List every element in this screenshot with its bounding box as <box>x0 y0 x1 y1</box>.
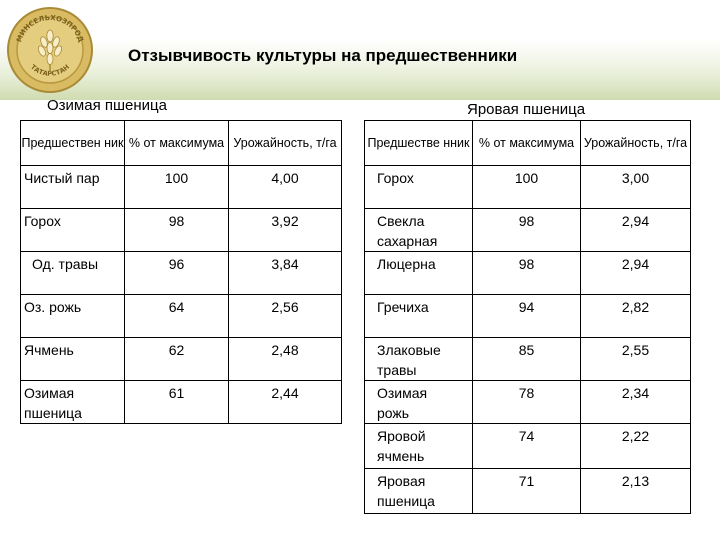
percent-cell: 85 <box>518 342 535 358</box>
percent-cell: 98 <box>518 256 535 272</box>
yield-cell: 2,94 <box>621 256 650 272</box>
percent-cell: 71 <box>518 473 535 489</box>
table-row <box>21 209 342 252</box>
page-title: Отзывчивость культуры на предшественники <box>128 46 518 65</box>
predecessor-cell: Озимая пшеница <box>24 385 82 421</box>
column-header: Урожайность, т/га <box>581 121 691 166</box>
yield-cell: 2,34 <box>621 385 650 401</box>
table-row <box>365 469 691 514</box>
percent-cell: 74 <box>518 428 535 444</box>
predecessor-cell: Яровая пшеница <box>377 473 435 509</box>
table-header-row <box>21 121 342 166</box>
yield-cell: 3,00 <box>621 170 650 186</box>
predecessor-cell: Чистый пар <box>24 170 100 186</box>
column-header: % от максимума <box>473 121 581 166</box>
yield-cell: 2,82 <box>621 299 650 315</box>
table-row <box>21 295 342 338</box>
winter-wheat-heading: Озимая пшеница <box>47 97 167 114</box>
predecessor-cell: Озимая рожь <box>377 385 428 421</box>
table-row <box>21 338 342 381</box>
percent-cell: 61 <box>168 385 185 401</box>
table-row <box>21 166 342 209</box>
table-row <box>365 166 691 209</box>
predecessor-cell: Злаковые травы <box>377 342 441 378</box>
spring-wheat-table <box>364 120 691 514</box>
yield-cell: 2,94 <box>621 213 650 229</box>
predecessor-cell: Ячмень <box>24 342 74 358</box>
percent-cell: 78 <box>518 385 535 401</box>
yield-cell: 3,84 <box>271 256 299 272</box>
yield-cell: 2,56 <box>271 299 299 315</box>
predecessor-cell: Горох <box>24 213 61 229</box>
predecessor-cell: Яровой ячмень <box>377 428 426 464</box>
predecessor-cell: Горох <box>377 170 414 186</box>
yield-cell: 2,48 <box>271 342 299 358</box>
percent-cell: 94 <box>518 299 535 315</box>
table-row <box>365 295 691 338</box>
percent-cell: 98 <box>518 213 535 229</box>
logo-text-bottom: ТАТАРСТАН <box>29 62 71 78</box>
predecessor-cell: Оз. рожь <box>24 299 82 315</box>
table-row <box>365 252 691 295</box>
percent-cell: 98 <box>168 213 185 229</box>
table-row <box>365 209 691 252</box>
yield-cell: 2,13 <box>621 473 650 489</box>
column-header: Урожайность, т/га <box>229 121 342 166</box>
predecessor-cell: Люцерна <box>377 256 436 272</box>
yield-cell: 2,44 <box>271 385 299 401</box>
yield-cell: 3,92 <box>271 213 299 229</box>
wheat-emblem-icon <box>6 6 94 94</box>
percent-cell: 96 <box>168 256 185 272</box>
table-row <box>365 338 691 381</box>
column-header: % от максимума <box>125 121 229 166</box>
yield-cell: 2,22 <box>621 428 650 444</box>
table-header-row <box>365 121 691 166</box>
percent-cell: 64 <box>168 299 185 315</box>
predecessor-cell: Свекла сахарная <box>377 213 438 249</box>
table-row <box>21 252 342 295</box>
predecessor-cell: Гречиха <box>377 299 429 315</box>
table-row <box>365 424 691 469</box>
yield-cell: 4,00 <box>271 170 299 186</box>
percent-cell: 100 <box>514 170 539 186</box>
percent-cell: 62 <box>168 342 185 358</box>
percent-cell: 100 <box>164 170 189 186</box>
column-header: Предшестве нник <box>365 121 473 166</box>
column-header: Предшествен ник <box>21 121 125 166</box>
winter-wheat-table <box>20 120 342 424</box>
table-row <box>21 381 342 424</box>
spring-wheat-heading: Яровая пшеница <box>467 101 586 118</box>
logo-text-top: МИНСЕЛЬХОЗПРОД <box>15 13 85 44</box>
yield-cell: 2,55 <box>621 342 650 358</box>
predecessor-cell: Од. травы <box>32 256 99 272</box>
table-row <box>365 381 691 424</box>
